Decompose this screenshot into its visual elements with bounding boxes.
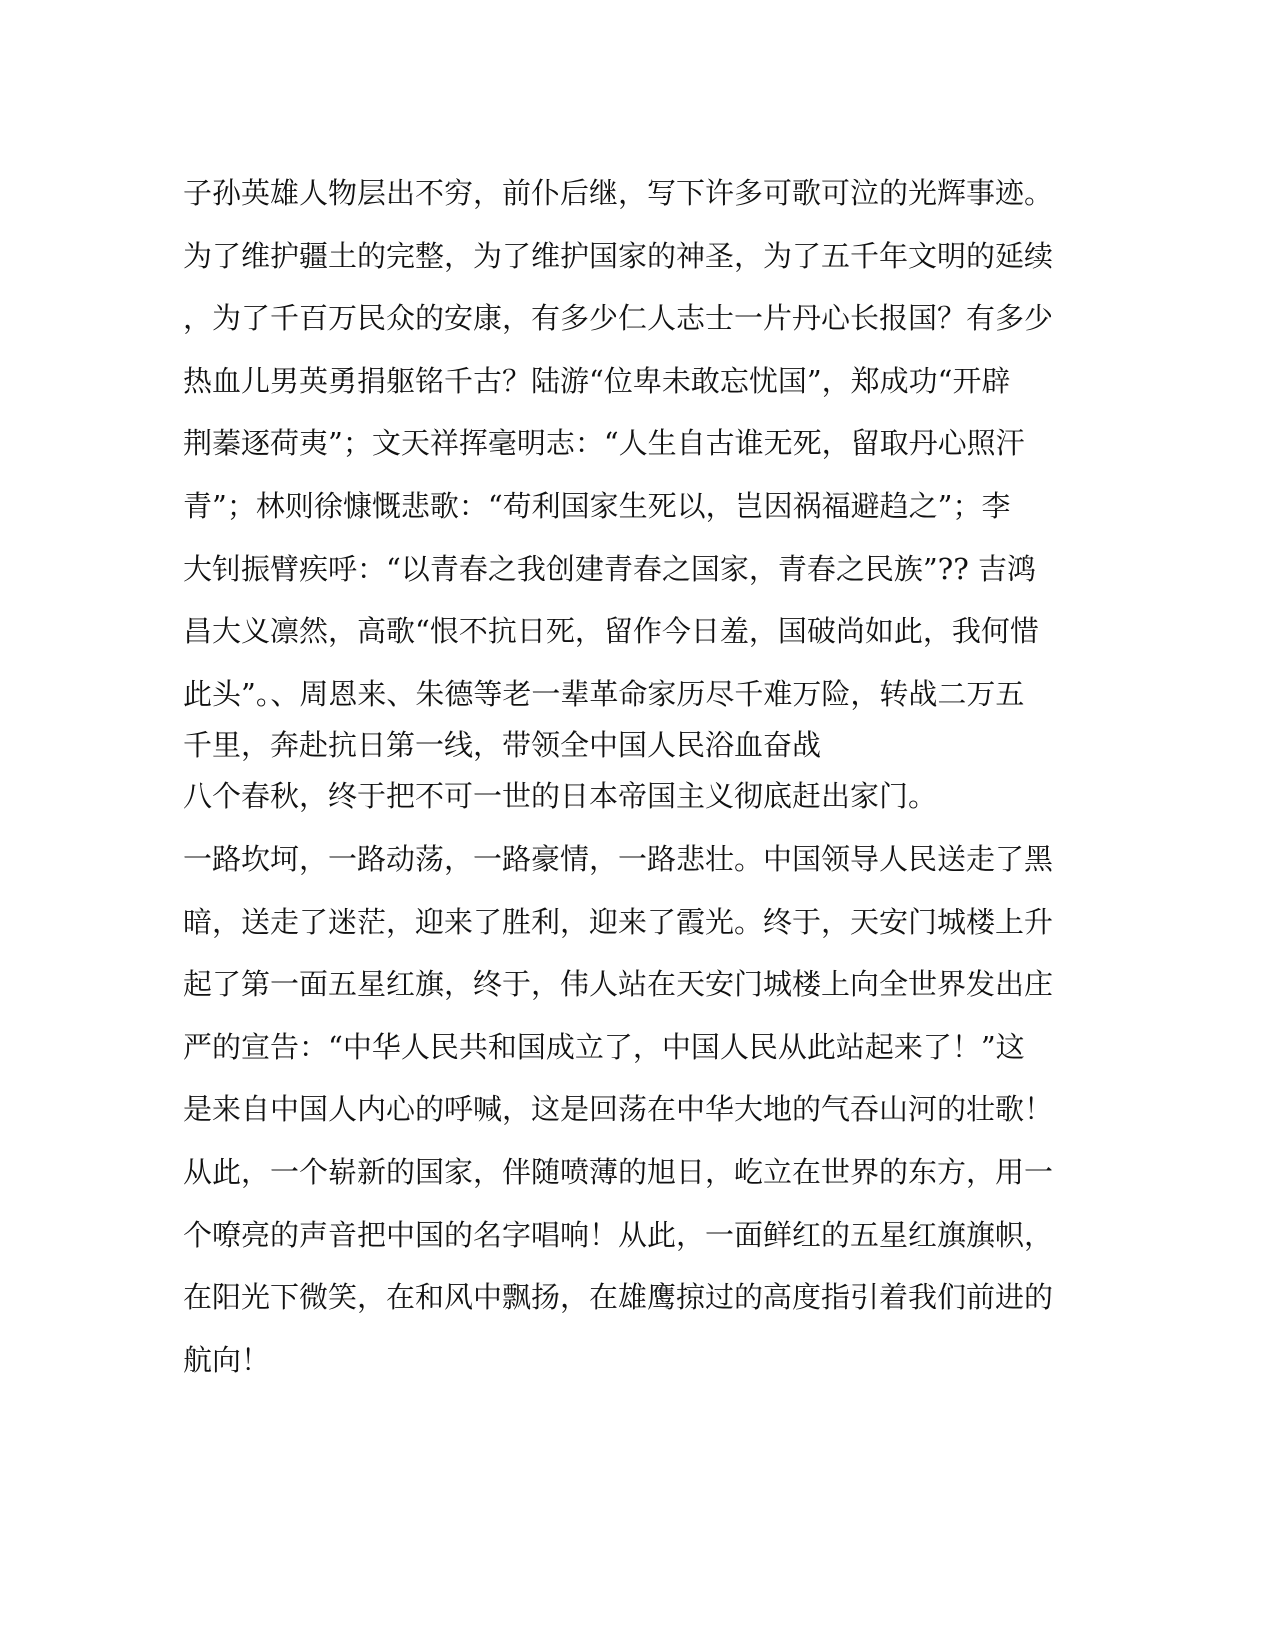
text-line: 从此，一个崭新的国家，伴随喷薄的旭日，屹立在世界的东方，用一: [183, 1154, 1054, 1189]
text-line: 八个春秋，终于把不可一世的日本帝国主义彻底赶出家门。: [183, 779, 938, 814]
text-line: 暗，送走了迷茫，迎来了胜利，迎来了霞光。终于，天安门城楼上升: [183, 904, 1054, 939]
text-line: 子孙英雄人物层出不穷，前仆后继，写下许多可歌可泣的光辉事迹。: [183, 176, 1054, 210]
text-line: 是来自中国人内心的呼喊，这是回荡在中华大地的气吞山河的壮歌！: [183, 1092, 1054, 1127]
body-text: [183, 162, 1063, 1391]
text-line: 为了维护疆土的完整，为了维护国家的神圣，为了五千年文明的延续: [183, 238, 1054, 273]
text-line: 严的宣告：“中华人民共和国成立了，中国人民从此站起来了！”这: [183, 1029, 1025, 1064]
text-line: 昌大义凛然，高歌“恨不抗日死，留作今日羞，国破尚如此，我何惜: [183, 614, 1039, 649]
text-line: 热血儿男英勇捐躯铭千古？陆游“位卑未敢忘忧国”，郑成功“开辟: [183, 363, 1011, 398]
text-line: 在阳光下微笑，在和风中飘扬，在雄鹰掠过的高度指引着我们前进的: [183, 1280, 1054, 1315]
text-line: ，为了千百万民众的安康，有多少仁人志士一片丹心长报国？有多少: [183, 301, 1054, 336]
text-line: 航向！: [183, 1342, 271, 1377]
text-line: 此头”。、周恩来、朱德等老一辈革命家历尽千难万险，转战二万五: [183, 676, 1025, 711]
text-line: 一路坎坷，一路动荡，一路豪情，一路悲壮。中国领导人民送走了黑: [183, 841, 1054, 876]
text-line: 大钊振臂疾呼：“以青春之我创建青春之国家，青春之民族”?? 吉鸿: [183, 551, 1036, 586]
text-line: 起了第一面五星红旗，终于，伟人站在天安门城楼上向全世界发出庄: [183, 967, 1054, 1002]
text-line: 荆蓁逐荷夷”；文天祥挥毫明志：“人生自古谁无死，留取丹心照汗: [183, 426, 1025, 461]
text-line: 个嘹亮的声音把中国的名字唱响！从此，一面鲜红的五星红旗旗帜，: [183, 1217, 1054, 1252]
text-line: 千里，奔赴抗日第一线，带领全中国人民浴血奋战: [183, 728, 822, 763]
text-line: 青”；林则徐慷慨悲歌：“苟利国家生死以，岂因祸福避趋之”；李: [183, 488, 1011, 523]
